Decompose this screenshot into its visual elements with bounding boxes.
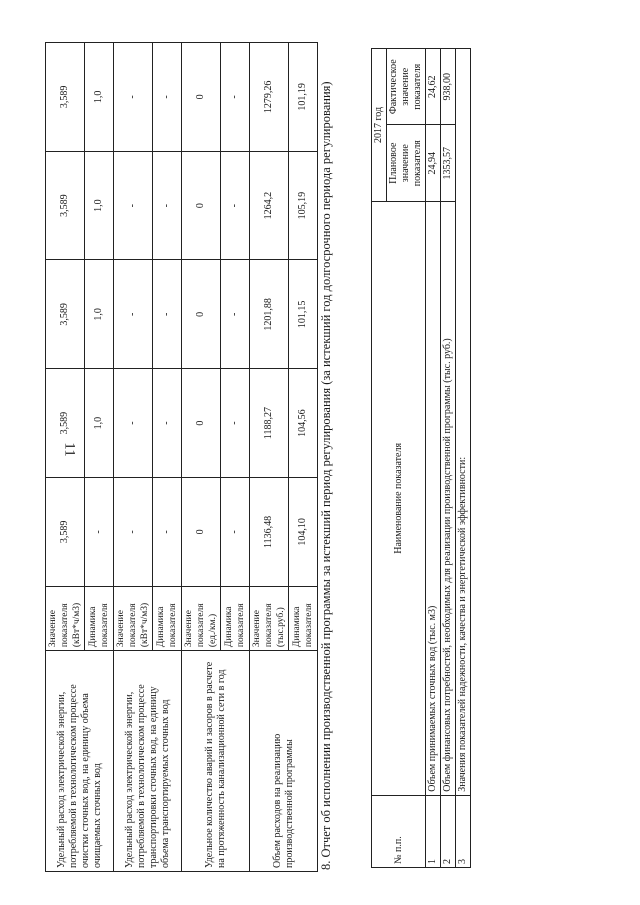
value-cell: 101,19 [289, 43, 318, 152]
row-number: 1 [426, 795, 441, 867]
value-cell: 1,0 [85, 151, 114, 260]
value-cell: 3,589 [46, 369, 85, 478]
value-cell: 1,0 [85, 369, 114, 478]
value-cell: - [153, 369, 182, 478]
indicator-type: Значение показателя (кВт*ч/м3) [46, 586, 85, 650]
value-cell: - [114, 43, 153, 152]
table-header-row [372, 49, 387, 868]
table-row [250, 43, 289, 872]
value-cell: - [221, 369, 250, 478]
table-row [441, 49, 456, 868]
table-row [456, 49, 471, 868]
column-header-year: 2017 год [372, 49, 387, 202]
actual-value: 24,62 [426, 49, 441, 125]
indicator-name: Объем расходов на реализацию производственной программы [250, 651, 318, 872]
value-cell: - [221, 260, 250, 369]
row-name: Объем финансовых потребностей, необходимых для реализации производственной программы (тыс. руб.) [441, 201, 456, 795]
indicators-table [45, 42, 318, 872]
section-8-heading: 8. Отчет об исполнении производственной программы за истекший период регулирования (за истекший год долгосрочного периода регулирования) [319, 81, 333, 870]
value-cell: 1,0 [85, 43, 114, 152]
table-row [114, 43, 153, 872]
value-cell: 0 [182, 43, 221, 152]
value-cell: - [153, 478, 182, 587]
indicator-type: Динамика показателя [221, 586, 250, 650]
indicator-type: Динамика показателя [85, 586, 114, 650]
table-row [46, 43, 85, 872]
value-cell: - [114, 260, 153, 369]
column-header-name: Наименование показателя [372, 201, 426, 795]
value-cell: - [221, 478, 250, 587]
value-cell: - [114, 151, 153, 260]
value-cell: 104,56 [289, 369, 318, 478]
value-cell: 0 [182, 478, 221, 587]
program-report-table [371, 48, 471, 868]
indicator-type: Значение показателя (тыс.руб.) [250, 586, 289, 650]
indicator-type: Динамика показателя [289, 586, 318, 650]
column-header-actual: Фактическое значение показателя [387, 49, 426, 125]
indicator-name: Удельное количество аварий и засоров в расчете на протяженность канализационной сети в год [182, 651, 250, 872]
value-cell: - [153, 260, 182, 369]
value-cell: 3,589 [46, 478, 85, 587]
actual-value: 938,00 [441, 49, 456, 125]
indicator-type: Динамика показателя [153, 586, 182, 650]
value-cell: - [114, 369, 153, 478]
row-number: 2 [441, 795, 456, 867]
planned-value: 24,94 [426, 125, 441, 201]
value-cell: 1136,48 [250, 478, 289, 587]
value-cell: 105,19 [289, 151, 318, 260]
value-cell: 1279,26 [250, 43, 289, 152]
row-number: 3 [456, 795, 471, 867]
indicator-name: Удельный расход электрической энергии, потребляемой в технологическом процессе транспортировки сточных вод, на единицу объема транспортируемых сточных вод [114, 651, 182, 872]
planned-value: 1353,57 [441, 125, 456, 201]
value-cell: 0 [182, 260, 221, 369]
value-cell: - [221, 151, 250, 260]
value-cell: - [221, 43, 250, 152]
table-row [182, 43, 221, 872]
value-cell: 1201,88 [250, 260, 289, 369]
indicator-name: Удельный расход электрической энергии, потребляемой в технологическом процессе очистки сточных вод, на единицу объема очищаемых сточных вод [46, 651, 114, 872]
column-header-number: № п.п. [372, 795, 426, 867]
value-cell: 104,10 [289, 478, 318, 587]
value-cell: 3,589 [46, 43, 85, 152]
value-cell: - [153, 151, 182, 260]
value-cell: 3,589 [46, 260, 85, 369]
value-cell: - [153, 43, 182, 152]
value-cell: 1,0 [85, 260, 114, 369]
column-header-planned: Плановое значение показателя [387, 125, 426, 201]
indicator-type: Значение показателя (ед./км.) [182, 586, 221, 650]
value-cell: 3,589 [46, 151, 85, 260]
row-name: Значения показателей надежности, качества и энергетической эффективности: [456, 49, 471, 796]
rotated-page-content [25, 22, 615, 882]
value-cell: 1188,27 [250, 369, 289, 478]
value-cell: 101,15 [289, 260, 318, 369]
indicator-type: Значение показателя (кВт*ч/м3) [114, 586, 153, 650]
value-cell: - [114, 478, 153, 587]
value-cell: 1264,2 [250, 151, 289, 260]
page-number: 11 [61, 442, 78, 457]
value-cell: - [85, 478, 114, 587]
row-name: Объем принимаемых сточных вод (тыс. м3) [426, 201, 441, 795]
value-cell: 0 [182, 151, 221, 260]
value-cell: 0 [182, 369, 221, 478]
table-row [426, 49, 441, 868]
